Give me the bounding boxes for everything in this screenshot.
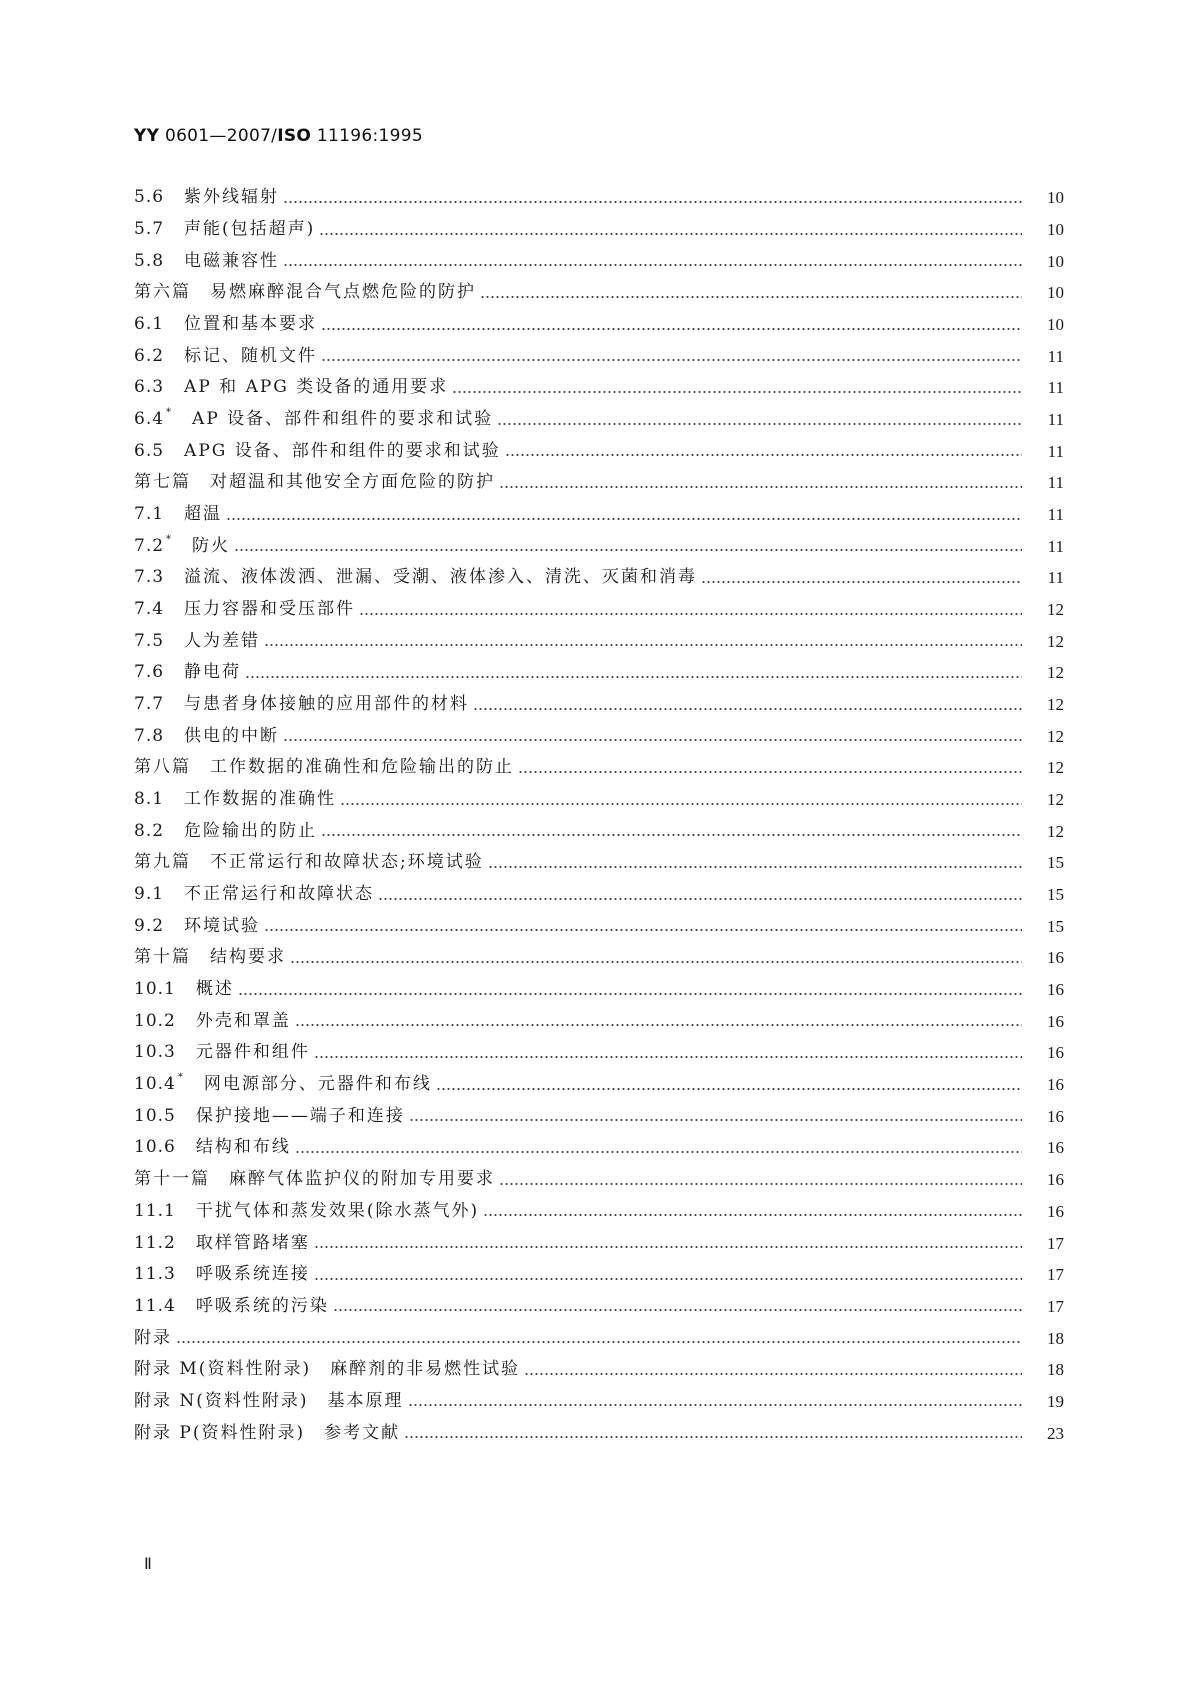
dot-leader	[409, 1118, 1022, 1122]
toc-entry-title: 取样管路堵塞	[195, 1232, 310, 1253]
dot-leader	[701, 580, 1022, 584]
toc-entry[interactable]	[134, 214, 1064, 246]
toc-entry-page: 16	[1047, 1106, 1064, 1126]
toc-entry-title: 标记、随机文件	[184, 345, 318, 366]
toc-entry-title: APG 设备、部件和组件的要求和试验	[184, 440, 501, 461]
dot-leader	[295, 1023, 1022, 1027]
toc-entry-page: 18	[1047, 1360, 1064, 1380]
toc-entry-number: 6.2	[134, 345, 165, 366]
toc-entry[interactable]	[134, 372, 1064, 404]
toc-entry-page: 16	[1047, 948, 1064, 968]
toc-entry-title: AP 和 APG 类设备的通用要求	[184, 377, 449, 398]
toc-entry[interactable]	[134, 879, 1064, 911]
toc-entry[interactable]	[134, 1069, 1064, 1101]
toc-entry-page: 15	[1047, 853, 1064, 873]
toc-entry-number: 11.2	[134, 1232, 176, 1253]
toc-entry-title: 溢流、液体泼洒、泄漏、受潮、液体渗入、清洗、灭菌和消毒	[184, 567, 698, 588]
toc-entry-title: 网电源部分、元器件和布线	[203, 1074, 432, 1095]
toc-entry-number: 6.1	[134, 314, 165, 335]
page-number: Ⅱ	[144, 1556, 152, 1573]
toc-entry-page: 11	[1047, 536, 1064, 556]
toc-entry-star-mark: *	[166, 407, 173, 419]
toc-entry-page: 18	[1047, 1328, 1064, 1348]
toc-entry[interactable]	[134, 625, 1064, 657]
toc-entry[interactable]	[134, 245, 1064, 277]
toc-entry-title: 元器件和组件	[195, 1042, 310, 1063]
toc-entry-title: 电磁兼容性	[184, 250, 280, 271]
toc-entry[interactable]	[134, 1291, 1064, 1323]
toc-entry-title: 工作数据的准确性	[184, 789, 337, 810]
toc-entry-number: 10.1	[134, 979, 176, 1000]
toc-entry-page: 11	[1047, 473, 1064, 493]
dot-leader	[290, 960, 1022, 964]
toc-entry-page: 12	[1047, 726, 1064, 746]
document-header	[134, 126, 423, 146]
toc-entry-number: 8.2	[134, 820, 165, 841]
toc-entry-page: 11	[1047, 505, 1064, 525]
toc-entry-number: 7.1	[134, 504, 165, 525]
toc-entry-number: 7.6	[134, 662, 165, 683]
dot-leader	[333, 1308, 1022, 1312]
dot-leader	[340, 802, 1022, 806]
toc-entry[interactable]	[134, 657, 1064, 689]
toc-entry-page: 17	[1047, 1296, 1064, 1316]
toc-entry-number: 7.3	[134, 567, 165, 588]
toc-entry[interactable]	[134, 530, 1064, 562]
toc-entry-page: 16	[1047, 1170, 1064, 1190]
toc-entry-title: 保护接地——端子和连接	[195, 1105, 405, 1126]
standard-prefix: YY	[134, 126, 160, 146]
dot-leader	[226, 517, 1022, 521]
dot-leader	[524, 1372, 1022, 1376]
toc-entry-number: 9.2	[134, 915, 165, 936]
dot-leader	[321, 358, 1022, 362]
dot-leader	[499, 1182, 1022, 1186]
toc-entry-page: 11	[1047, 378, 1064, 398]
toc-entry-page: 16	[1047, 1201, 1064, 1221]
toc-entry[interactable]	[134, 182, 1064, 214]
toc-entry-page: 16	[1047, 1011, 1064, 1031]
toc-entry-star-mark: *	[166, 533, 173, 545]
dot-leader	[378, 897, 1022, 901]
toc-entry-number: 6.4 *	[134, 407, 173, 430]
dot-leader	[283, 738, 1022, 742]
dot-leader	[499, 485, 1022, 489]
dot-leader	[314, 1245, 1022, 1249]
toc-entry[interactable]	[134, 499, 1064, 531]
toc-entry-page: 12	[1047, 600, 1064, 620]
toc-entry-number: 11.3	[134, 1264, 176, 1285]
dot-leader	[264, 928, 1022, 932]
toc-entry-page: 10	[1047, 315, 1064, 335]
toc-entry-title: 供电的中断	[184, 725, 280, 746]
dot-leader	[176, 1340, 1022, 1344]
iso-prefix: ISO	[277, 126, 312, 146]
toc-entry-title: 不正常运行和故障状态	[184, 884, 375, 905]
toc-entry-page: 12	[1047, 631, 1064, 651]
dot-leader	[480, 295, 1022, 299]
toc-entry-page: 11	[1047, 568, 1064, 588]
dot-leader	[359, 612, 1022, 616]
dot-leader	[488, 865, 1022, 869]
toc-entry[interactable]	[134, 1386, 1064, 1418]
toc-entry[interactable]	[134, 404, 1064, 436]
toc-entry-title: 环境试验	[184, 915, 261, 936]
dot-leader	[314, 1055, 1022, 1059]
toc-entry[interactable]	[134, 1227, 1064, 1259]
toc-entry-number: 7.8	[134, 725, 165, 746]
toc-entry-number: 7.2 *	[134, 533, 173, 556]
toc-entry-title: 紫外线辐射	[184, 187, 280, 208]
toc-entry-star-mark: *	[177, 1072, 184, 1084]
dot-leader	[321, 833, 1022, 837]
dot-leader	[319, 232, 1022, 236]
toc-entry-title: 压力容器和受压部件	[184, 599, 356, 620]
toc-entry-number: 5.6	[134, 187, 165, 208]
toc-entry[interactable]	[134, 1132, 1064, 1164]
standard-number: 0601—2007/	[164, 126, 278, 146]
dot-leader	[473, 707, 1022, 711]
toc-entry-page: 10	[1047, 251, 1064, 271]
toc-entry-title: 与患者身体接触的应用部件的材料	[184, 694, 470, 715]
toc-entry-page: 15	[1047, 885, 1064, 905]
dot-leader	[283, 200, 1022, 204]
dot-leader	[497, 422, 1022, 426]
toc-entry-page: 16	[1047, 980, 1064, 1000]
toc-entry-number: 10.3	[134, 1042, 176, 1063]
toc-entry-page: 12	[1047, 821, 1064, 841]
toc-entry-number: 7.7	[134, 694, 165, 715]
toc-entry-title: 静电荷	[184, 662, 242, 683]
dot-leader	[505, 453, 1022, 457]
toc-entry[interactable]	[134, 594, 1064, 626]
toc-entry-page: 15	[1047, 916, 1064, 936]
toc-entry-page: 23	[1047, 1423, 1064, 1443]
iso-number: 11196:1995	[316, 126, 423, 146]
toc-entry-title: 第十一篇 麻醉气体监护仪的附加专用要求	[134, 1169, 495, 1190]
toc-entry[interactable]	[134, 1164, 1064, 1196]
toc-entry[interactable]	[134, 815, 1064, 847]
toc-entry-title: 危险输出的防止	[184, 820, 318, 841]
toc-entry-page: 11	[1047, 346, 1064, 366]
toc-entry-page: 12	[1047, 695, 1064, 715]
toc-entry-number: 10.4 *	[134, 1072, 184, 1095]
toc-entry-title: 第九篇 不正常运行和故障状态;环境试验	[134, 852, 484, 873]
toc-entry-title: 附录 P(资料性附录) 参考文献	[134, 1422, 401, 1443]
toc-entry-number: 10.6	[134, 1137, 176, 1158]
dot-leader	[283, 263, 1022, 267]
toc-entry-title: 第六篇 易燃麻醉混合气点燃危险的防护	[134, 282, 476, 303]
toc-entry-title: 附录	[134, 1327, 172, 1348]
toc-entry[interactable]	[134, 1259, 1064, 1291]
toc-entry-page: 10	[1047, 220, 1064, 239]
toc-entry-page: 16	[1047, 1075, 1064, 1095]
toc-entry-title: 第八篇 工作数据的准确性和危险输出的防止	[134, 757, 514, 778]
toc-entry-title: AP 设备、部件和组件的要求和试验	[192, 409, 494, 430]
toc-entry-title: 人为差错	[184, 630, 261, 651]
toc-entry[interactable]	[134, 942, 1064, 974]
toc-entry[interactable]	[134, 1005, 1064, 1037]
toc-entry[interactable]	[134, 847, 1064, 879]
toc-entry-number: 5.7	[134, 219, 165, 239]
dot-leader	[321, 327, 1022, 331]
dot-leader	[518, 770, 1022, 774]
toc-entry[interactable]	[134, 910, 1064, 942]
toc-entry[interactable]	[134, 689, 1064, 721]
toc-entry-page: 11	[1047, 410, 1064, 430]
dot-leader	[436, 1087, 1022, 1091]
toc-entry[interactable]	[134, 720, 1064, 752]
toc-entry[interactable]	[134, 340, 1064, 372]
toc-entry-page: 10	[1047, 283, 1064, 303]
toc-entry[interactable]	[134, 1322, 1064, 1354]
toc-entry-number: 8.1	[134, 789, 165, 810]
toc-entry-title: 干扰气体和蒸发效果(除水蒸气外)	[195, 1200, 480, 1221]
toc-entry-page: 12	[1047, 758, 1064, 778]
toc-entry-title: 呼吸系统连接	[195, 1264, 310, 1285]
toc-entry-page: 19	[1047, 1391, 1064, 1411]
toc-entry-page: 12	[1047, 663, 1064, 683]
toc-entry-title: 超温	[184, 504, 223, 525]
toc-entry-page: 17	[1047, 1233, 1064, 1253]
table-of-contents	[134, 182, 1064, 1449]
toc-entry[interactable]	[134, 562, 1064, 594]
dot-leader	[234, 548, 1022, 552]
toc-entry[interactable]	[134, 277, 1064, 309]
dot-leader	[295, 1150, 1022, 1154]
toc-entry-title: 概述	[195, 979, 234, 1000]
toc-entry-number: 7.4	[134, 599, 165, 620]
toc-entry-page: 16	[1047, 1138, 1064, 1158]
toc-entry-number: 7.5	[134, 630, 165, 651]
dot-leader	[404, 1435, 1022, 1439]
toc-entry-number: 10.2	[134, 1010, 176, 1031]
toc-entry[interactable]	[134, 1100, 1064, 1132]
toc-entry[interactable]	[134, 1417, 1064, 1449]
toc-entry[interactable]	[134, 309, 1064, 341]
toc-entry-title: 第十篇 结构要求	[134, 947, 286, 968]
toc-entry-page: 16	[1047, 1043, 1064, 1063]
dot-leader	[264, 643, 1022, 647]
dot-leader	[314, 1277, 1022, 1281]
toc-entry-number: 10.5	[134, 1105, 176, 1126]
toc-entry[interactable]	[134, 467, 1064, 499]
toc-entry-number: 9.1	[134, 884, 165, 905]
toc-entry-page: 12	[1047, 790, 1064, 810]
toc-entry-title: 外壳和罩盖	[195, 1010, 291, 1031]
toc-entry-page: 10	[1047, 188, 1064, 208]
dot-leader	[452, 390, 1022, 394]
dot-leader	[483, 1213, 1022, 1217]
toc-entry-number: 11.4	[134, 1295, 176, 1316]
toc-entry[interactable]	[134, 1196, 1064, 1228]
toc-entry-page: 11	[1047, 441, 1064, 461]
toc-entry[interactable]	[134, 1354, 1064, 1386]
toc-entry[interactable]	[134, 435, 1064, 467]
dot-leader	[245, 675, 1022, 679]
toc-entry-title: 结构和布线	[195, 1137, 291, 1158]
toc-entry-title: 呼吸系统的污染	[195, 1295, 329, 1316]
toc-entry[interactable]	[134, 974, 1064, 1006]
toc-entry-number: 5.8	[134, 250, 165, 271]
dot-leader	[408, 1403, 1022, 1407]
toc-entry[interactable]	[134, 1037, 1064, 1069]
toc-entry-page: 17	[1047, 1265, 1064, 1285]
toc-entry-number: 11.1	[134, 1200, 176, 1221]
toc-entry-number: 6.5	[134, 440, 165, 461]
toc-entry-number: 6.3	[134, 377, 165, 398]
toc-entry-title: 附录 N(资料性附录) 基本原理	[134, 1390, 404, 1411]
toc-entry[interactable]	[134, 784, 1064, 816]
dot-leader	[238, 992, 1022, 996]
toc-entry-title: 防火	[192, 535, 231, 556]
toc-entry[interactable]	[134, 752, 1064, 784]
toc-entry-title: 声能(包括超声)	[184, 219, 316, 239]
toc-entry-title: 位置和基本要求	[184, 314, 318, 335]
toc-entry-title: 附录 M(资料性附录) 麻醉剂的非易燃性试验	[134, 1359, 521, 1380]
toc-entry-title: 第七篇 对超温和其他安全方面危险的防护	[134, 472, 495, 493]
